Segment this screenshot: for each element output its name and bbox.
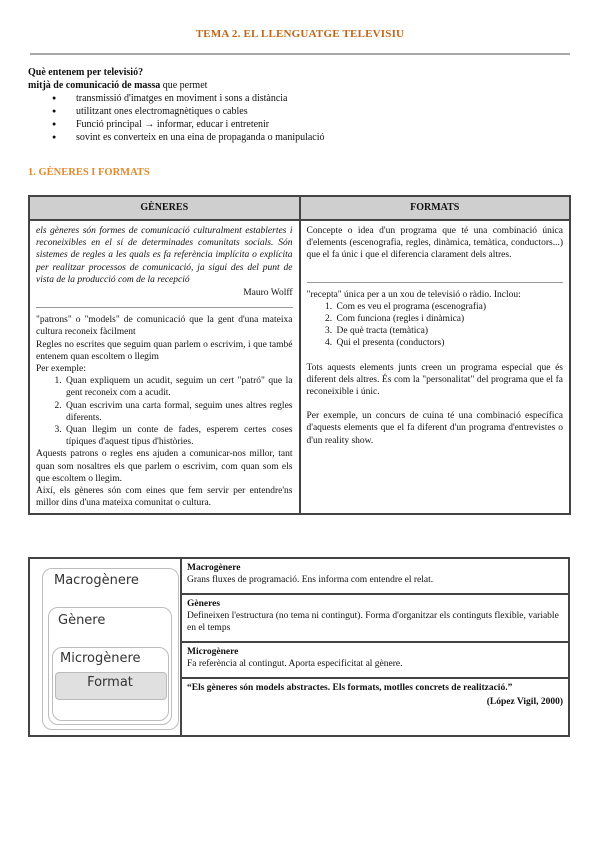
format-item: 4. Qui el presenta (conductors): [335, 337, 564, 349]
formats-p2: "recepta" única per a un xou de televisió o ràdio. Inclou:: [306, 289, 521, 300]
quote-author: Mauro Wolff: [243, 288, 293, 299]
header-formats: FORMATS: [300, 196, 571, 220]
divider: [307, 282, 564, 283]
generes-p3: Per exemple:: [36, 364, 86, 375]
divider: [36, 307, 293, 308]
definition-text: Grans fluxes de programació. Ens informa com entendre el relat.: [187, 575, 434, 585]
quote-text: “Els gèneres són models abstractes. Els formats, motlles concrets de realització.”: [187, 683, 513, 693]
bullet-item: ● sovint es converteix en una eina de propaganda o manipulació: [64, 131, 573, 144]
genere-label: Gènere: [58, 613, 106, 628]
generes-quote: els gèneres són formes de comunicació culturalment establertes i reconeixibles en el sí de determinades comunitats socials. Són sistemes de regles a les quals es fa referència implícita o explícita per realitzar processos de comunicació, ja sigui des del punt de vista de la producció com de la recepció: [36, 226, 293, 285]
generes-examples: [36, 375, 293, 448]
bullet-item: ● transmissió d'imatges en moviment i sons a distància: [64, 92, 573, 105]
generes-p4: Aquests patrons o regles ens ajuden a comunicar-nos millor, tant quan som nosaltres els que parlem o escrivim, com quan som els que escoltem o llegim.: [36, 449, 293, 484]
definition-row: [181, 558, 569, 594]
definition-term: Macrogènere: [187, 563, 241, 573]
formats-p1: Concepte o idea d'un programa que té una combinació única d'elements (escenografia, regles, dinàmica, temàtica, conductors...) que el fa únic i que el diferencia clarament dels altres.: [306, 226, 563, 261]
example-item: 1. Quan expliquem un acudit, seguim un cert "patró" que la gent reconeix com a acudit.: [64, 375, 293, 399]
macrogenere-label: Macrogènere: [54, 573, 139, 588]
format-item: 3. De què tracta (temàtica): [335, 325, 564, 337]
genres-formats-table: [28, 195, 571, 515]
generes-p1: "patrons" o "models" de comunicació que la gent d'una mateixa cultura reconeix fàcilment: [36, 315, 293, 338]
header-generes: GÈNERES: [29, 196, 300, 220]
genre-hierarchy-table: [28, 557, 570, 737]
bullet-item: ● Funció principal → informar, educar i entretenir: [64, 118, 573, 131]
format-item: 1. Com es veu el programa (escenografia): [335, 301, 564, 313]
page-title: TEMA 2. EL LLENGUATGE TELEVISIU: [195, 28, 405, 40]
quote-source: (López Vigil, 2000): [486, 697, 563, 707]
definition-row: [181, 594, 569, 642]
definition-rest: que permet: [160, 80, 208, 91]
intro-block: [28, 66, 573, 144]
format-label: Format: [87, 675, 133, 690]
formats-cell: [300, 220, 571, 514]
formats-p4: Per exemple, un concurs de cuina té una combinació específica d'aquests elements que el fa diferent d'un programa d'entrevistes o d'un reality show.: [306, 411, 563, 446]
microgenere-label: Microgènere: [60, 651, 141, 666]
definition-text: Fa referència al contingut. Aporta especificitat al gènere.: [187, 659, 403, 669]
definition-term: Gèneres: [187, 599, 221, 609]
definition-row: [181, 642, 569, 678]
hierarchy-diagram: [29, 558, 181, 736]
section-title: 1. GÈNERES I FORMATS: [28, 167, 150, 178]
format-item: 2. Com funciona (regles i dinàmica): [335, 313, 564, 325]
intro-question: Què entenem per televisió?: [28, 67, 144, 78]
intro-definition: [28, 79, 573, 92]
generes-cell: [29, 220, 300, 514]
example-item: 2. Quan escrivim una carta formal, seguim unes altres regles diferents.: [64, 400, 293, 424]
generes-p5: Així, els gèneres són com eines que fem servir per entendre'ns millor dins d'una mateixa comunitat o cultura.: [36, 486, 293, 509]
generes-p2: Regles no escrites que seguim quan parlem o escrivim, i que també entenem quan escoltem o llegim: [36, 339, 293, 362]
definition-term: mitjà de comunicació de massa: [28, 80, 161, 91]
formats-items: [307, 301, 564, 350]
example-item: 3. Quan llegim un conte de fades, esperem certes coses típiques d'aquest tipus d'històries.: [64, 424, 293, 448]
quote-row: [181, 678, 569, 736]
bullet-item: ● utilitzant ones electromagnètiques o cables: [64, 105, 573, 118]
title-divider: [30, 53, 570, 55]
definition-text: Defineixen l'estructura (no tema ni contingut). Forma d'organitzar els continguts flexible, variable en el temps: [187, 611, 559, 633]
intro-bullets: [28, 92, 573, 144]
definition-term: Microgènere: [187, 647, 239, 657]
formats-p3: Tots aquests elements junts creen un programa especial que és diferent dels altres. És com la "personalitat" del programa que el fa reconeixible i únic.: [306, 362, 563, 398]
